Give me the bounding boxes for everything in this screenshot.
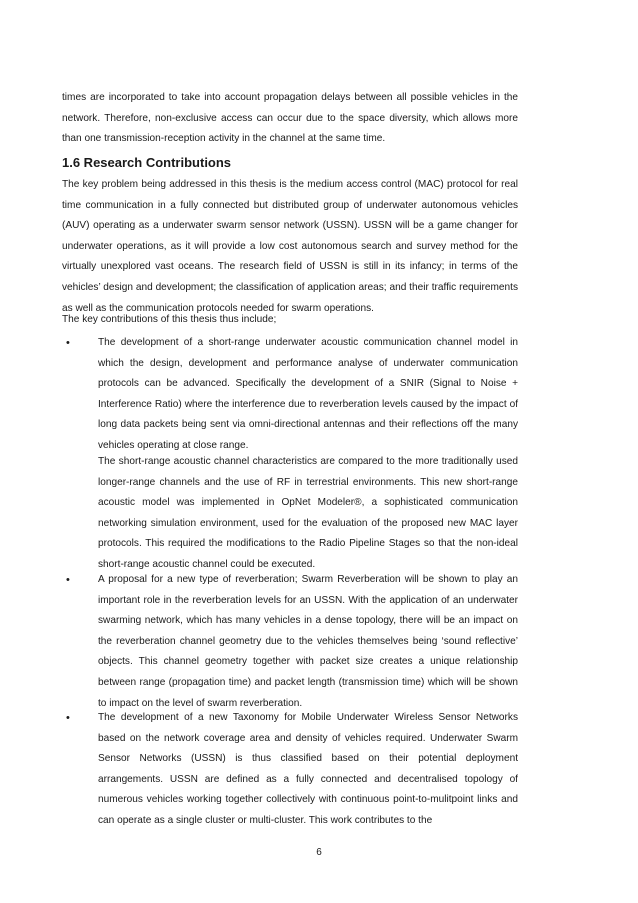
bullet-marker: • <box>66 337 70 349</box>
bullet-item-swarm-reverberation: A proposal for a new type of reverberation; Swarm Reverberation will be shown to play an important role in the reverberation levels for an USSN. With the application of an underwater swarming network, which has many vehicles in a dense topology, there will be an impact on the reverberation channel geometry due to the vehicles themselves being ‘sound reflective’ objects. This channel geometry together with packet size creates a unique relationship between range (propagation time) and packet length (transmission time) which will be shown to impact on the level of swarm reverberation. <box>98 574 518 709</box>
section-body-paragraph: The key problem being addressed in this thesis is the medium access control (MAC) protocol for real time communication in a fully connected but distributed group of underwater autonomous vehicles (AUV) operating as a underwater swarm sensor network (USSN). USSN will be a game changer for underwater operations, as it will provide a low cost autonomous search and survey method for the virtually unexplored vast oceans. The research field of USSN is still in its infancy; in terms of the vehicles’ design and development; the classification of application areas; and their traffic requirements as well as the communication protocols needed for swarm operations. <box>62 179 518 314</box>
bullet-item-taxonomy: The development of a new Taxonomy for Mobile Underwater Wireless Sensor Networks based on the network coverage area and density of vehicles required. Underwater Swarm Sensor Networks (USSN) is thus classified based on their potential deployment arrangements. USSN are defined as a fully connected and decentralised topology of numerous vehicles working together collectively with continuous point-to-mulitpoint links and can operate as a single cluster or multi-cluster. This work contributes to the <box>98 712 518 826</box>
section-heading: 1.6 Research Contributions <box>62 155 232 170</box>
page-number: 6 <box>316 847 322 858</box>
bullet-item-channel-model: The development of a short-range underwater acoustic communication channel model in which the design, development and performance analyse of underwater communication protocols can be advanced. Specifically the development of a SNIR (Signal to Noise + Interference Ratio) where the interference due to reverberation levels caused by the impact of long data packets being sent via omni-directional antennas and their reflections off the many vehicles operating at close range. <box>98 337 518 451</box>
contributions-intro-paragraph: The key contributions of this thesis thus include; <box>62 314 277 325</box>
bullet-item-channel-model-continuation: The short-range acoustic channel characteristics are compared to the more traditionally used longer-range channels and the use of RF in terrestrial environments. This new short-range acoustic model was implemented in OpNet Modeler®, a sophisticated communication networking simulation environment, used for the evaluation of the proposed new MAC layer protocols. This required the modifications to the Radio Pipeline Stages so that the non-ideal short-range acoustic channel could be executed. <box>98 456 518 570</box>
bullet-marker: • <box>66 712 70 724</box>
intro-continuation-paragraph: times are incorporated to take into account propagation delays between all possible vehicles in the network. Therefore, non-exclusive access can occur due to the space diversity, which allows more than one transmission-reception activity in the channel at the same time. <box>62 92 518 145</box>
bullet-marker: • <box>66 574 70 586</box>
